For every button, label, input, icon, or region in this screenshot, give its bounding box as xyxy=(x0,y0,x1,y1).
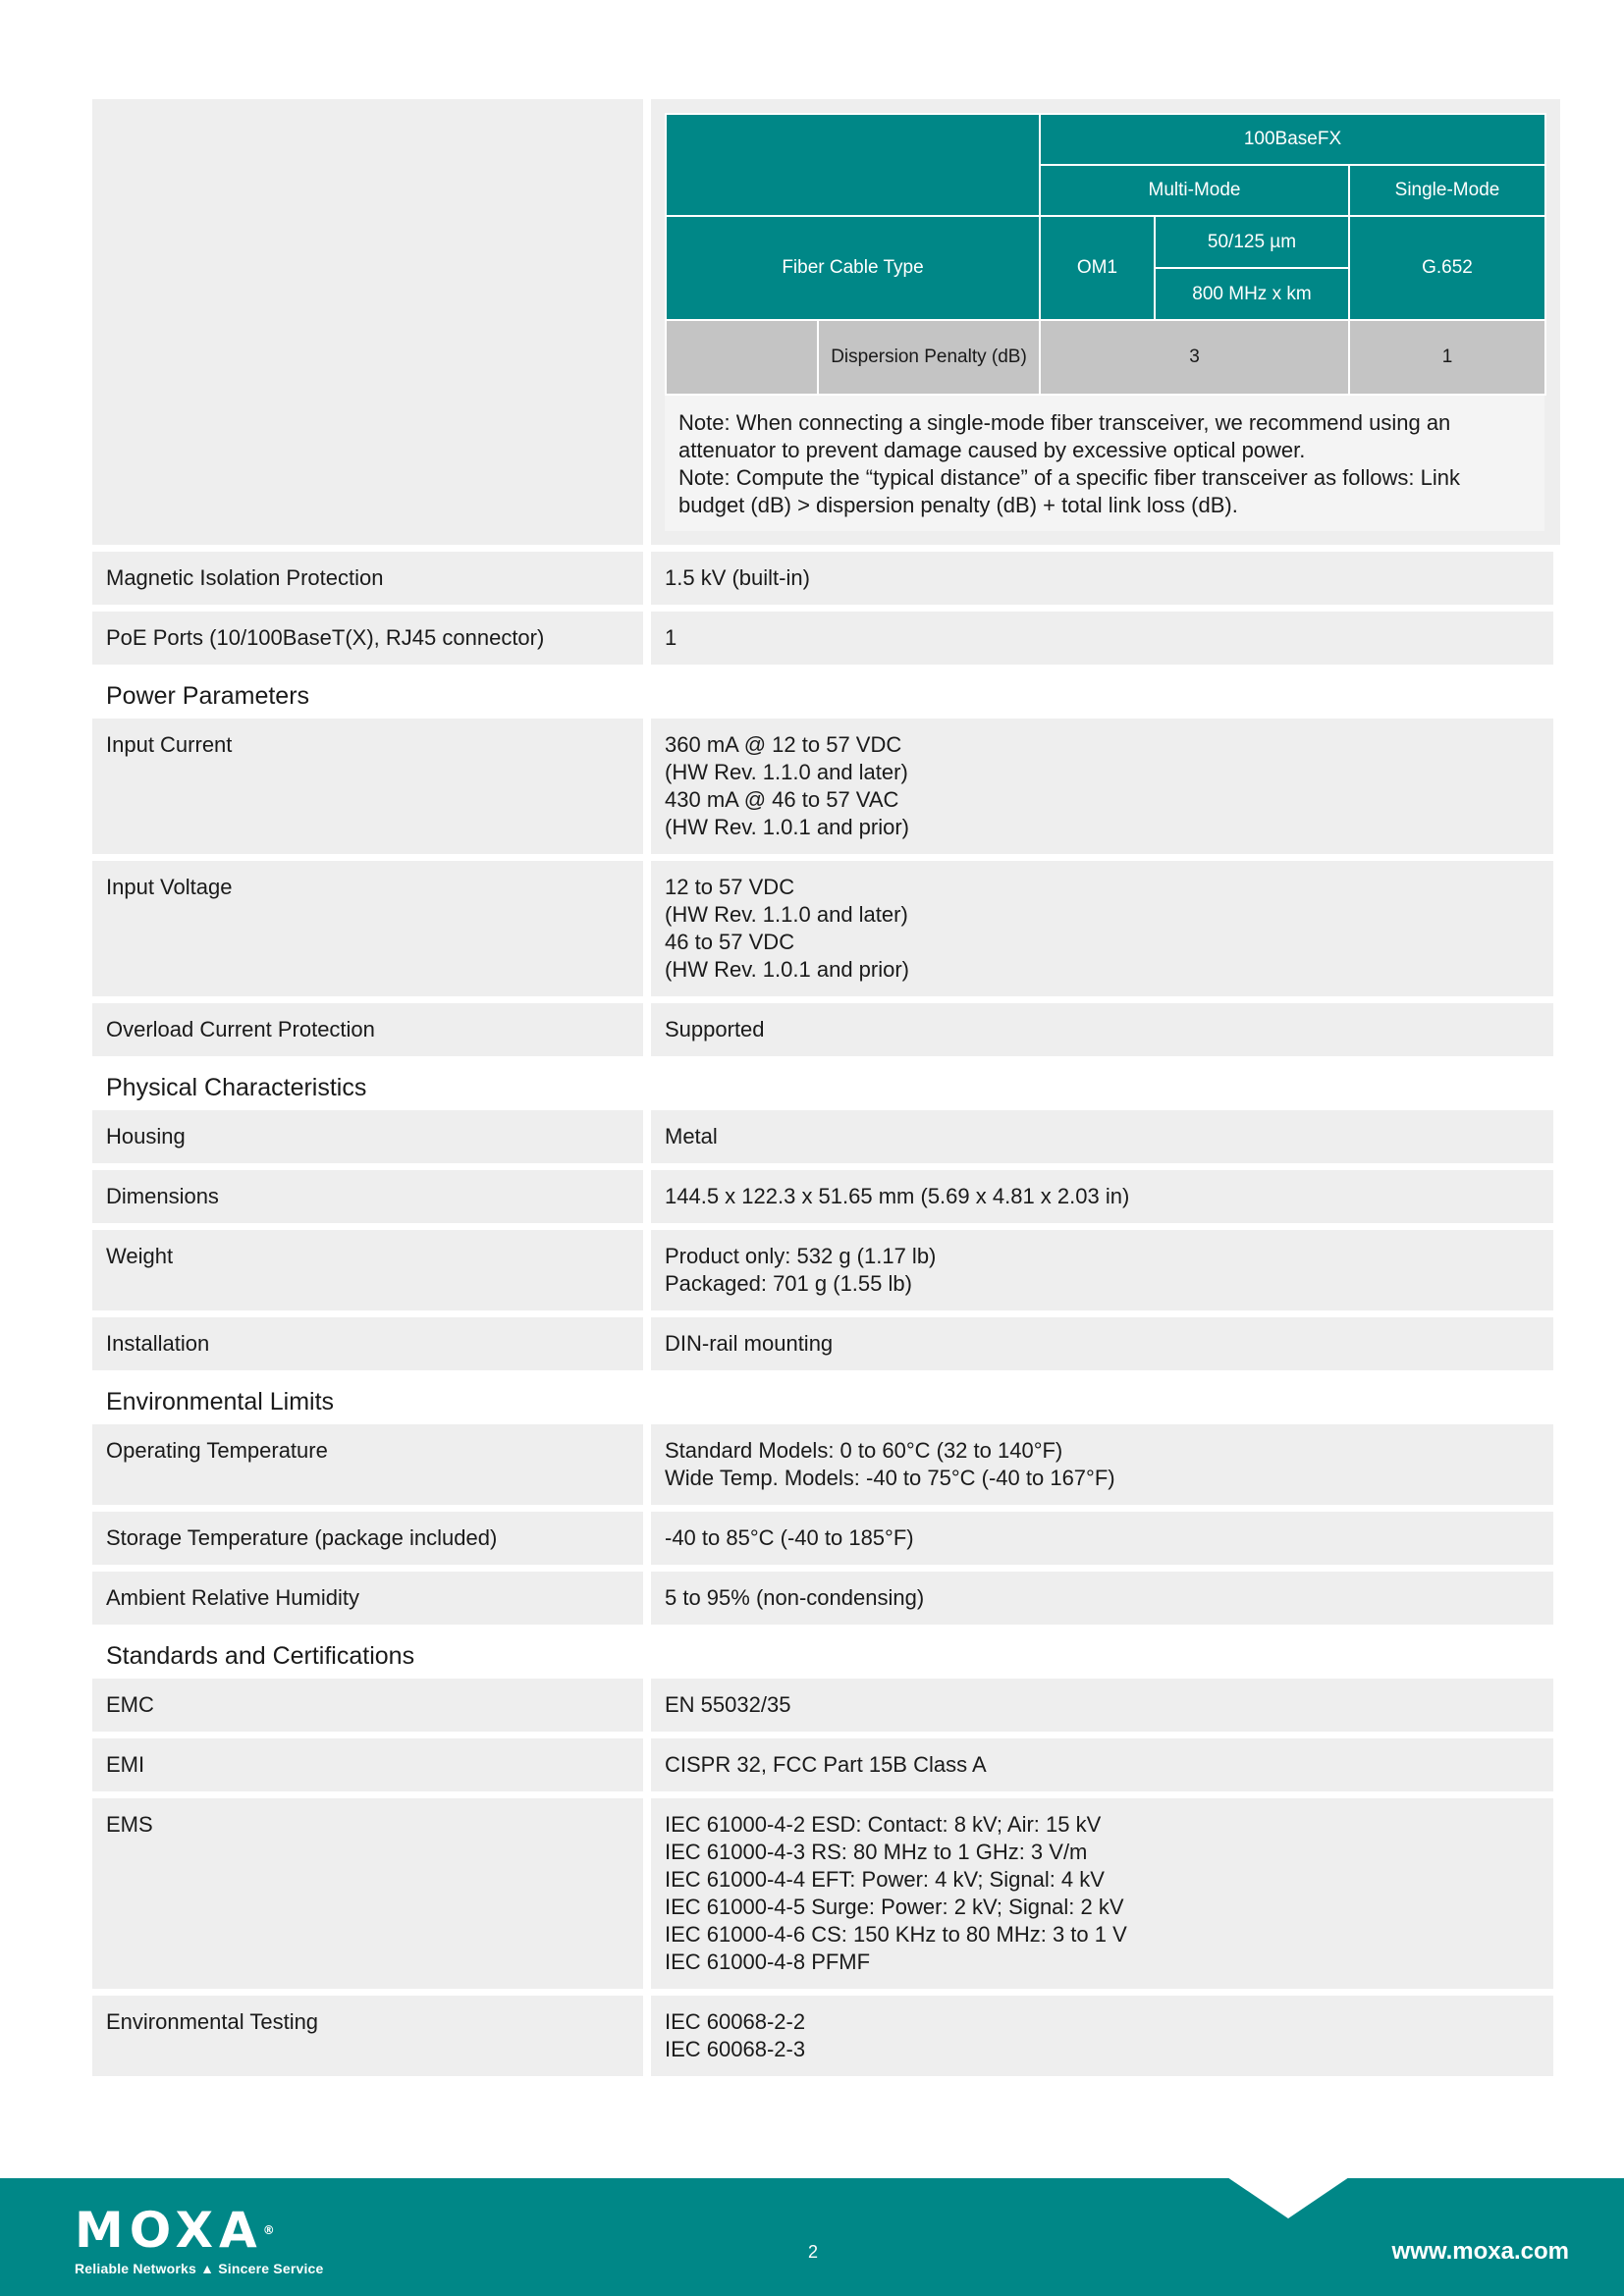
spec-value xyxy=(651,612,1553,665)
spec-value-line: (HW Rev. 1.1.0 and later) xyxy=(665,902,908,927)
section-heading-power-parameters: Power Parameters xyxy=(106,682,310,710)
spec-value xyxy=(651,1110,1553,1163)
spec-label: Ambient Relative Humidity xyxy=(92,1572,643,1625)
spec-label: Input Voltage xyxy=(92,861,643,996)
logo-tagline: Reliable Networks ▲ Sincere Service xyxy=(75,2261,324,2276)
spec-value xyxy=(651,1798,1553,1989)
spec-row-housing xyxy=(92,1110,1553,1163)
spec-value-line: IEC 61000-4-5 Surge: Power: 2 kV; Signal: 2 kV xyxy=(665,1895,1124,1919)
logo-wordmark: MOXA xyxy=(75,2202,263,2259)
spec-label: EMC xyxy=(92,1679,643,1732)
spec-value-line: IEC 61000-4-6 CS: 150 KHz to 80 MHz: 3 to 1 V xyxy=(665,1922,1127,1947)
section-heading-standards-and-certifications: Standards and Certifications xyxy=(106,1642,415,1670)
spec-value-line: 360 mA @ 12 to 57 VDC xyxy=(665,732,902,757)
spec-row-storage-temperature-package-included xyxy=(92,1512,1553,1565)
spec-label: Overload Current Protection xyxy=(92,1003,643,1056)
spec-value-line: CISPR 32, FCC Part 15B Class A xyxy=(665,1752,987,1777)
spec-label: Installation xyxy=(92,1317,643,1370)
interface-rows xyxy=(92,552,1553,665)
spec-value xyxy=(651,1003,1553,1056)
spec-row-emi xyxy=(92,1738,1553,1791)
fiber-table-header-100basefx: 100BaseFX xyxy=(1040,114,1545,165)
section-heading-environmental-limits: Environmental Limits xyxy=(106,1388,335,1415)
spec-value xyxy=(651,1738,1553,1791)
spec-row-overload-current-protection xyxy=(92,1003,1553,1056)
moxa-logo xyxy=(75,2202,324,2276)
spec-value-line: Product only: 532 g (1.17 lb) xyxy=(665,1244,937,1268)
spec-value xyxy=(651,1317,1553,1370)
fiber-note-2: Note: Compute the “typical distance” of a specific fiber transceiver as follows: Link budget (dB) > dispersion penalty (dB) + total link loss (dB). xyxy=(678,465,1461,517)
spec-value xyxy=(651,1572,1553,1625)
logo-registered-mark: ® xyxy=(262,2223,275,2237)
spec-row-emc xyxy=(92,1679,1553,1732)
spec-row-ems xyxy=(92,1798,1553,1989)
spec-label: Dimensions xyxy=(92,1170,643,1223)
spec-value-line: IEC 61000-4-2 ESD: Contact: 8 kV; Air: 15 kV xyxy=(665,1812,1102,1837)
spec-value-line: -40 to 85°C (-40 to 185°F) xyxy=(665,1525,914,1550)
spec-label: Input Current xyxy=(92,719,643,854)
spec-value-line: IEC 61000-4-8 PFMF xyxy=(665,1949,871,1974)
fiber-g652-cell: G.652 xyxy=(1349,216,1545,320)
spec-value-line: Standard Models: 0 to 60°C (32 to 140°F) xyxy=(665,1438,1063,1463)
fiber-dispersion-single-value: 1 xyxy=(1349,320,1545,395)
spec-row-input-voltage xyxy=(92,861,1553,996)
fiber-spec-label-cell xyxy=(92,99,643,545)
spec-value-line: (HW Rev. 1.0.1 and prior) xyxy=(665,815,910,839)
spec-value-line: 12 to 57 VDC xyxy=(665,875,795,899)
spec-value xyxy=(651,1679,1553,1732)
spec-value-line: 144.5 x 122.3 x 51.65 mm (5.69 x 4.81 x 2.03 in) xyxy=(665,1184,1130,1208)
fiber-om1-cell: OM1 xyxy=(1040,216,1155,320)
spec-content xyxy=(92,99,1553,2083)
section-heading-physical-characteristics: Physical Characteristics xyxy=(106,1074,367,1101)
spec-value-line: IEC 60068-2-3 xyxy=(665,2037,806,2061)
fiber-dispersion-blank-cell xyxy=(666,320,818,395)
fiber-table xyxy=(665,113,1546,396)
spec-row-weight xyxy=(92,1230,1553,1310)
spec-row-dimensions xyxy=(92,1170,1553,1223)
spec-row-operating-temperature xyxy=(92,1424,1553,1505)
spec-value xyxy=(651,1512,1553,1565)
spec-value-line: IEC 61000-4-3 RS: 80 MHz to 1 GHz: 3 V/m xyxy=(665,1840,1088,1864)
spec-value xyxy=(651,1996,1553,2076)
spec-value-line: 1 xyxy=(665,625,677,650)
spec-row-input-current xyxy=(92,719,1553,854)
spec-label: Weight xyxy=(92,1230,643,1310)
fiber-note-1: Note: When connecting a single-mode fiber transceiver, we recommend using an attenuator to prevent damage caused by excessive optical power. xyxy=(678,410,1451,462)
fiber-table-header-multi-mode: Multi-Mode xyxy=(1040,165,1349,216)
spec-label: Environmental Testing xyxy=(92,1996,643,2076)
spec-label: Storage Temperature (package included) xyxy=(92,1512,643,1565)
fiber-cable-type-label: Fiber Cable Type xyxy=(666,216,1040,320)
spec-label: PoE Ports (10/100BaseT(X), RJ45 connector) xyxy=(92,612,643,665)
spec-value-line: Packaged: 701 g (1.55 lb) xyxy=(665,1271,912,1296)
fiber-spec-value-cell xyxy=(651,99,1560,545)
fiber-table-header-single-mode: Single-Mode xyxy=(1349,165,1545,216)
spec-value-line: IEC 60068-2-2 xyxy=(665,2009,806,2034)
fiber-table-corner xyxy=(666,114,1040,216)
spec-value-line: 46 to 57 VDC xyxy=(665,930,795,954)
spec-value-line: 5 to 95% (non-condensing) xyxy=(665,1585,925,1610)
spec-sections xyxy=(92,671,1553,2076)
spec-label: Magnetic Isolation Protection xyxy=(92,552,643,605)
spec-label: Housing xyxy=(92,1110,643,1163)
spec-value xyxy=(651,1424,1553,1505)
spec-value-line: (HW Rev. 1.1.0 and later) xyxy=(665,760,908,784)
fiber-bandwidth-cell: 800 MHz x km xyxy=(1155,268,1349,320)
spec-row-installation xyxy=(92,1317,1553,1370)
spec-label: Operating Temperature xyxy=(92,1424,643,1505)
spec-value xyxy=(651,1230,1553,1310)
spec-value xyxy=(651,719,1553,854)
footer-notch xyxy=(1227,2177,1349,2218)
spec-value xyxy=(651,552,1553,605)
spec-row-poe-ports-10-100baset-x-rj45-connector xyxy=(92,612,1553,665)
spec-value-line: IEC 61000-4-4 EFT: Power: 4 kV; Signal: 4 kV xyxy=(665,1867,1105,1892)
spec-value-line: Metal xyxy=(665,1124,718,1148)
spec-value-line: Supported xyxy=(665,1017,765,1041)
spec-row-magnetic-isolation-protection xyxy=(92,552,1553,605)
spec-value xyxy=(651,861,1553,996)
fiber-spec-row xyxy=(92,99,1553,545)
spec-value-line: 1.5 kV (built-in) xyxy=(665,565,810,590)
page-number: 2 xyxy=(807,2242,818,2262)
website-link[interactable]: www.moxa.com xyxy=(1391,2238,1569,2265)
spec-row-environmental-testing xyxy=(92,1996,1553,2076)
spec-value-line: 430 mA @ 46 to 57 VAC xyxy=(665,787,899,812)
spec-value-line: (HW Rev. 1.0.1 and prior) xyxy=(665,957,910,982)
fiber-notes xyxy=(665,396,1544,531)
spec-label: EMI xyxy=(92,1738,643,1791)
spec-row-ambient-relative-humidity xyxy=(92,1572,1553,1625)
spec-value-line: DIN-rail mounting xyxy=(665,1331,834,1356)
spec-value xyxy=(651,1170,1553,1223)
fiber-dispersion-label: Dispersion Penalty (dB) xyxy=(818,320,1040,395)
fiber-core-size-cell: 50/125 µm xyxy=(1155,216,1349,268)
spec-label: EMS xyxy=(92,1798,643,1989)
spec-value-line: EN 55032/35 xyxy=(665,1692,791,1717)
spec-value-line: Wide Temp. Models: -40 to 75°C (-40 to 167°F) xyxy=(665,1466,1115,1490)
fiber-dispersion-multi-value: 3 xyxy=(1040,320,1349,395)
